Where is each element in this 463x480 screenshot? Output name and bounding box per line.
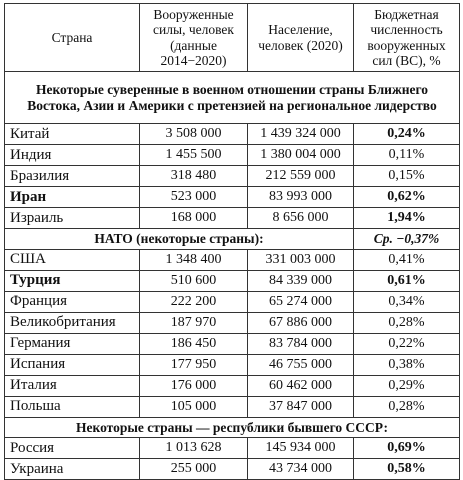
cell-country: Великобритания [5,312,140,333]
cell-population: 8 656 000 [248,208,354,229]
cell-share: 0,22% [354,333,460,354]
cell-share: 0,11% [354,145,460,166]
cell-forces: 255 000 [140,459,248,480]
cell-country: Украина [5,459,140,480]
cell-share: 0,69% [354,438,460,459]
table-row [5,187,460,208]
table-row [5,438,460,459]
cell-forces: 222 200 [140,291,248,312]
cell-forces: 1 013 628 [140,438,248,459]
cell-forces: 176 000 [140,375,248,396]
header-country: Страна [5,4,140,72]
cell-country: Бразилия [5,166,140,187]
table-row [5,354,460,375]
table-row [5,291,460,312]
header-population: Население, человек (2020) [248,4,354,72]
section-row-nato [5,229,460,250]
cell-share: 0,61% [354,270,460,291]
cell-forces: 3 508 000 [140,124,248,145]
cell-population: 83 784 000 [248,333,354,354]
table-row [5,166,460,187]
table-row [5,375,460,396]
cell-country: Испания [5,354,140,375]
cell-population: 67 886 000 [248,312,354,333]
table-row [5,124,460,145]
cell-share: 0,41% [354,249,460,270]
cell-country: Турция [5,270,140,291]
cell-population: 331 003 000 [248,249,354,270]
cell-share: 0,29% [354,375,460,396]
cell-share: 0,24% [354,124,460,145]
cell-population: 37 847 000 [248,396,354,417]
section-title-sovereign: Некоторые суверенные в военном отношении страны Ближнего Востока, Азии и Америки с претензией на региональное лидерство [5,72,460,124]
cell-country: Германия [5,333,140,354]
table-row [5,208,460,229]
cell-population: 65 274 000 [248,291,354,312]
cell-country: Индия [5,145,140,166]
cell-country: Польша [5,396,140,417]
cell-population: 1 439 324 000 [248,124,354,145]
header-share: Бюджетная численность вооруженных сил (ВС), % [354,4,460,72]
table-row [5,312,460,333]
cell-share: 1,94% [354,208,460,229]
section-title-ussr: Некоторые страны — республики бывшего СССР: [5,417,460,438]
cell-share: 0,38% [354,354,460,375]
cell-population: 145 934 000 [248,438,354,459]
cell-population: 46 755 000 [248,354,354,375]
cell-country: Россия [5,438,140,459]
cell-share: 0,58% [354,459,460,480]
cell-population: 84 339 000 [248,270,354,291]
cell-forces: 187 970 [140,312,248,333]
cell-country: Израиль [5,208,140,229]
cell-forces: 510 600 [140,270,248,291]
cell-forces: 186 450 [140,333,248,354]
cell-country: Китай [5,124,140,145]
cell-country: Франция [5,291,140,312]
cell-forces: 523 000 [140,187,248,208]
cell-share: 0,15% [354,166,460,187]
table-row [5,396,460,417]
table-row [5,249,460,270]
nato-average: Ср. −0,37% [354,229,460,250]
table-row [5,270,460,291]
cell-country: Иран [5,187,140,208]
header-forces: Вооруженные силы, человек (данные 2014−2020) [140,4,248,72]
cell-share: 0,28% [354,312,460,333]
cell-country: США [5,249,140,270]
cell-share: 0,34% [354,291,460,312]
section-title-nato: НАТО (некоторые страны): [5,229,354,250]
cell-population: 1 380 004 000 [248,145,354,166]
section-row-sovereign [5,72,460,124]
table-row [5,333,460,354]
cell-forces: 105 000 [140,396,248,417]
cell-population: 43 734 000 [248,459,354,480]
cell-country: Италия [5,375,140,396]
cell-population: 212 559 000 [248,166,354,187]
cell-share: 0,28% [354,396,460,417]
cell-population: 60 462 000 [248,375,354,396]
cell-forces: 1 455 500 [140,145,248,166]
cell-share: 0,62% [354,187,460,208]
table-row [5,459,460,480]
section-row-ussr [5,417,460,438]
military-table [4,3,460,480]
cell-forces: 177 950 [140,354,248,375]
cell-forces: 168 000 [140,208,248,229]
table-container [4,3,460,480]
cell-forces: 318 480 [140,166,248,187]
header-row [5,4,460,72]
cell-population: 83 993 000 [248,187,354,208]
cell-forces: 1 348 400 [140,249,248,270]
table-row [5,145,460,166]
